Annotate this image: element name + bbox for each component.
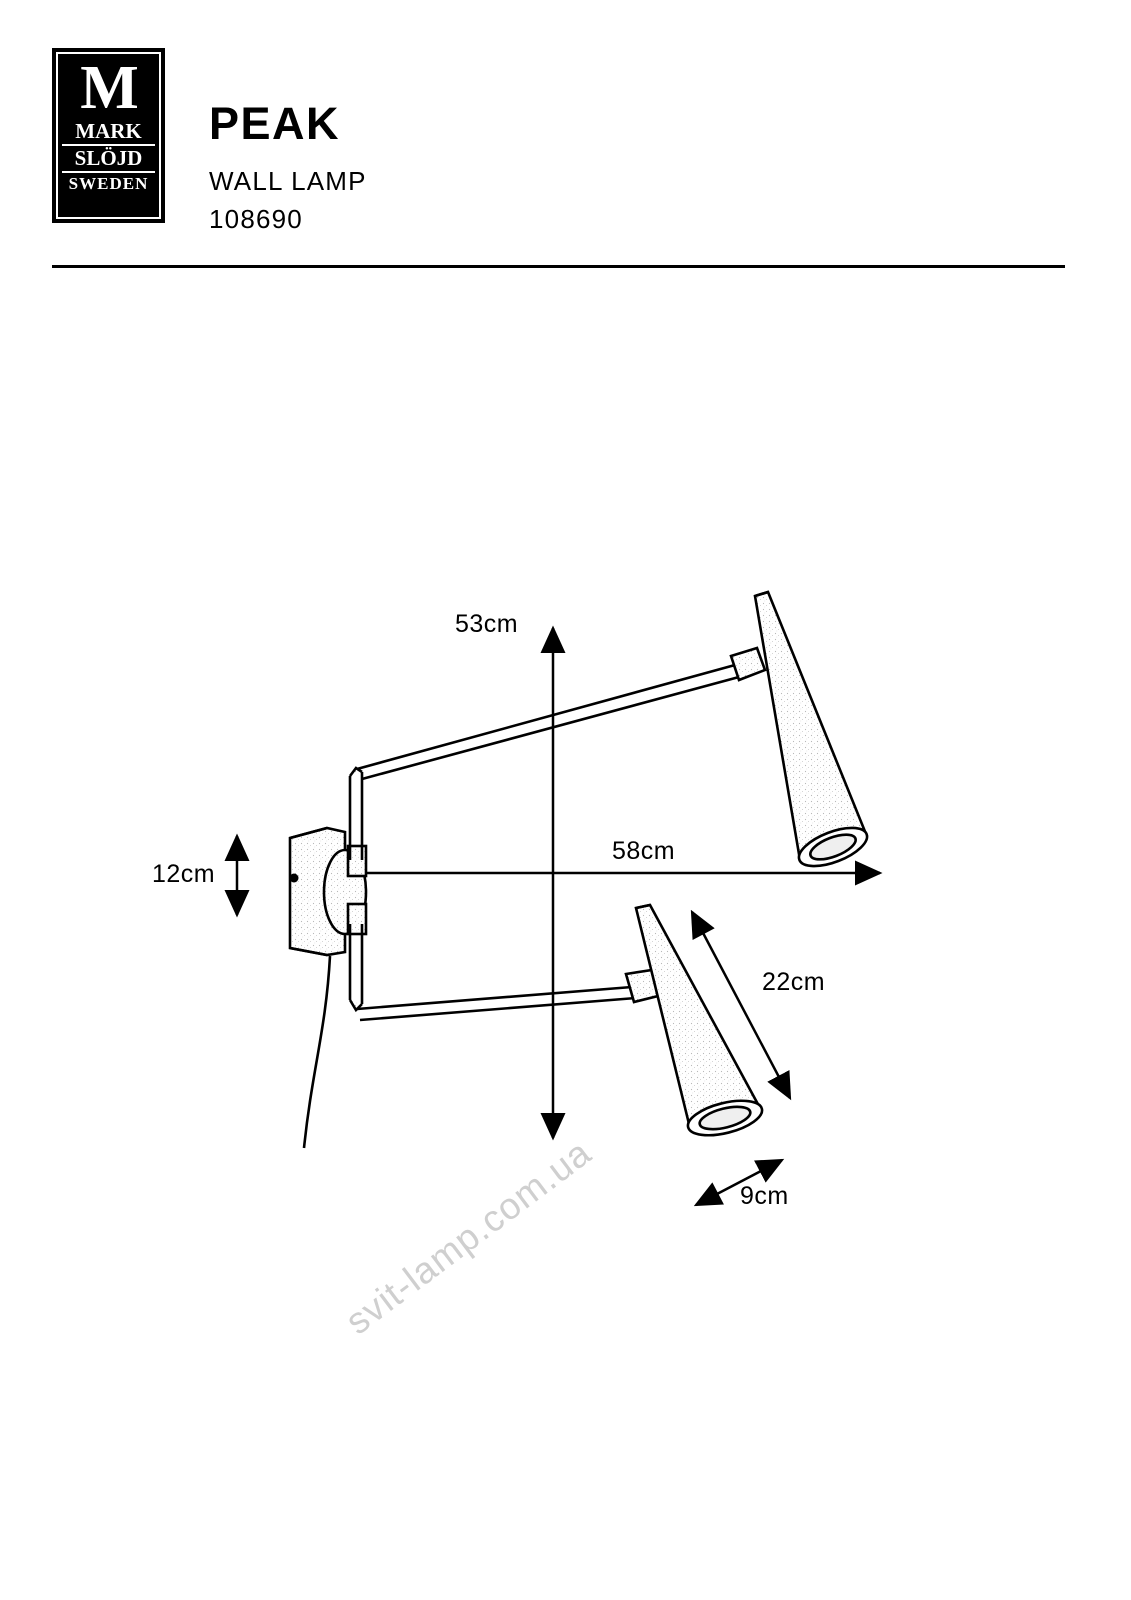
power-cord xyxy=(304,956,330,1148)
lower-lamp-shade xyxy=(636,905,766,1142)
upper-lamp-shade xyxy=(755,592,872,874)
upper-joint xyxy=(731,648,765,680)
brand-line-1: MARK xyxy=(75,119,142,143)
title-block xyxy=(209,48,367,236)
upper-arm xyxy=(350,665,739,860)
technical-drawing xyxy=(0,560,1131,1343)
brand-line-2: SLÖJD xyxy=(74,146,143,170)
dimension-label-width: 58cm xyxy=(612,837,676,865)
page-title: PEAK xyxy=(209,98,341,149)
product-code: 108690 xyxy=(209,204,303,234)
lower-arm xyxy=(350,924,636,1020)
brand-logo-frame xyxy=(56,52,161,219)
lamp-illustration xyxy=(290,592,872,1148)
lamp-diagram-svg xyxy=(0,560,1131,1260)
brand-logo xyxy=(52,48,165,223)
brand-wordmark xyxy=(58,120,159,194)
dimension-label-plate: 12cm xyxy=(152,860,216,888)
dimension-label-shade-length: 22cm xyxy=(762,968,826,996)
product-type: WALL LAMP xyxy=(209,166,367,196)
brand-line-3: SWEDEN xyxy=(68,174,149,193)
document-header xyxy=(52,48,1065,268)
brand-divider-2 xyxy=(62,171,155,173)
brand-monogram: M xyxy=(80,54,137,122)
dimension-label-shade-diameter: 9cm xyxy=(740,1182,789,1210)
header-divider xyxy=(52,265,1065,268)
watermark: svit-lamp.com.ua xyxy=(337,1131,599,1343)
dimension-label-height: 53cm xyxy=(455,610,519,638)
